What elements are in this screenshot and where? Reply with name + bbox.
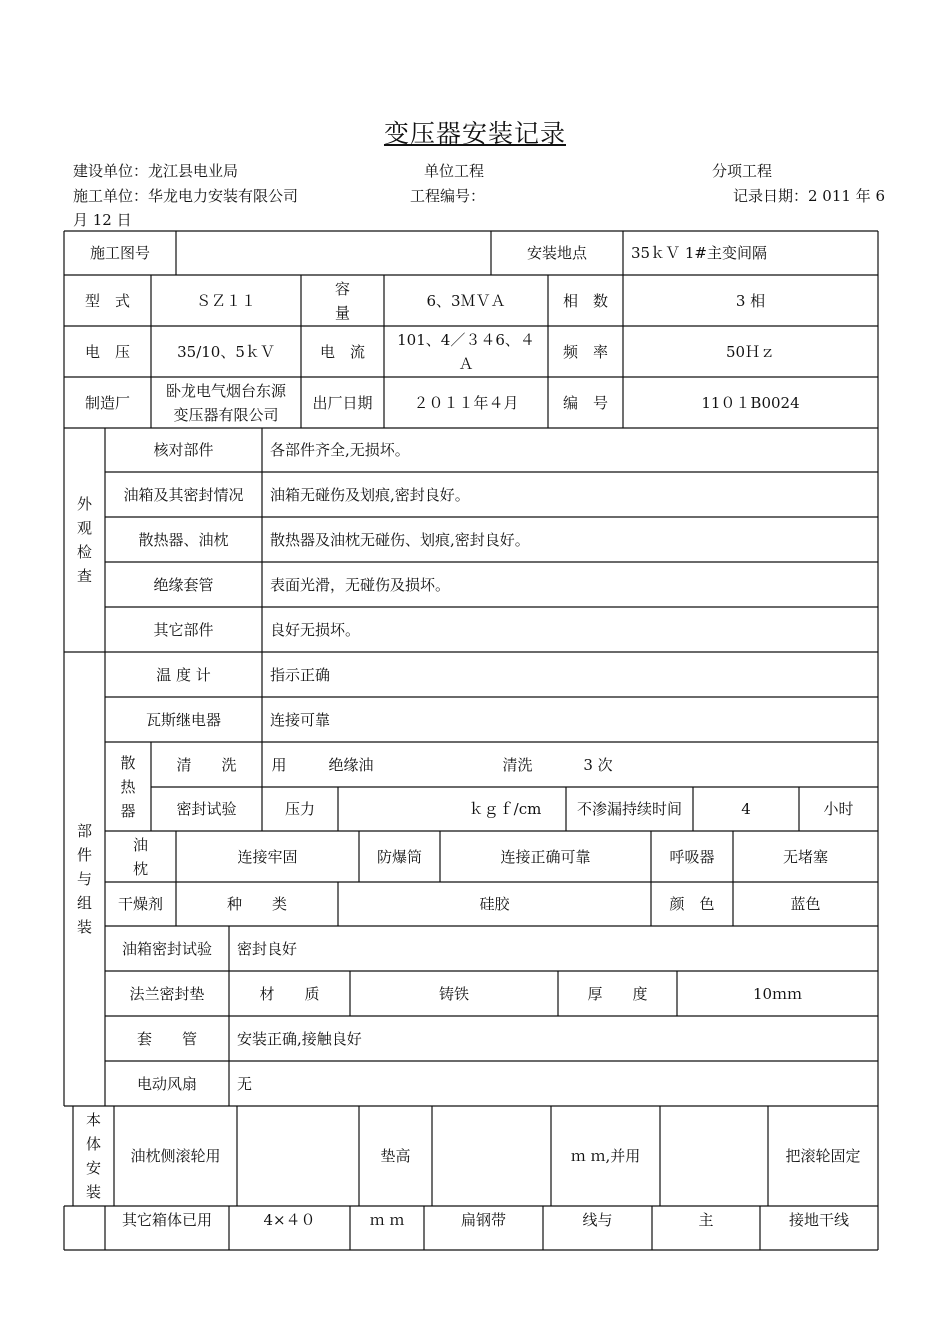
wash-times-value: 3 次 xyxy=(583,755,613,774)
ext-row-value: 散热器及油枕无碰伤、划痕,密封良好。 xyxy=(270,530,530,549)
document-title: 变压器安装记录 xyxy=(383,119,566,148)
size-value: 4×４０ xyxy=(263,1211,316,1229)
wash-label: 清 洗 xyxy=(176,755,237,774)
project-no: 工程编号： xyxy=(410,187,486,205)
flat-steel-label: 扁钢带 xyxy=(460,1211,506,1229)
parts-section-label: 部 件 与 组 装 xyxy=(76,822,92,936)
ext-row-label: 绝缘套管 xyxy=(153,575,214,594)
record-date: 记录日期：2 011 年 6 xyxy=(733,187,886,205)
serial-label: 编 号 xyxy=(562,393,608,412)
voltage-value: 35/10、5ｋＶ xyxy=(177,342,275,361)
ground-label: 接地干线 xyxy=(788,1211,849,1229)
phase-label: 相 数 xyxy=(562,291,608,310)
thickness-label: 厚 度 xyxy=(587,984,648,1003)
body-section-label: 本 体 安 装 xyxy=(85,1111,101,1201)
kind-value: 硅胶 xyxy=(479,895,510,913)
radiator-label: 散 热 器 xyxy=(120,753,136,820)
capacity-value: 6、3ＭＶＡ xyxy=(426,291,506,310)
color-value: 蓝色 xyxy=(790,895,821,913)
date-label: 出厂日期 xyxy=(312,393,373,412)
color-label: 颜 色 xyxy=(669,895,715,913)
unit-project: 单位工程 xyxy=(424,162,485,180)
ext-row-label: 油箱及其密封情况 xyxy=(123,485,244,504)
main-label: 主 xyxy=(698,1211,714,1229)
tank-seal-value: 密封良好 xyxy=(237,939,298,958)
thermo-value: 指示正确 xyxy=(270,665,331,684)
build-unit: 建设单位：龙江县电业局 xyxy=(73,162,239,180)
current-label: 电 流 xyxy=(319,342,365,361)
maker-label: 制造厂 xyxy=(84,393,130,412)
ext-row-value: 油箱无碰伤及划痕,密封良好。 xyxy=(270,485,470,504)
roller-blank xyxy=(237,1106,359,1206)
no-leak-value: 4 xyxy=(741,800,751,818)
roller-label: 油枕侧滚轮用 xyxy=(130,1147,221,1165)
desiccant-label: 干燥剂 xyxy=(117,895,163,913)
current-value: 101、4／３４6、４ Ａ xyxy=(397,330,535,373)
mm-label: ｍ ｍ xyxy=(369,1211,405,1229)
freq-value: 50Ｈｚ xyxy=(725,342,776,361)
other-tank-label: 其它箱体已用 xyxy=(121,1211,212,1229)
freq-label: 频 率 xyxy=(562,342,608,361)
drawing-no-label: 施工图号 xyxy=(89,244,150,262)
hour-label: 小时 xyxy=(823,800,854,818)
seal-test-label: 密封试验 xyxy=(176,800,237,818)
breather-label: 呼吸器 xyxy=(669,847,715,866)
model-label: 型 式 xyxy=(84,291,130,310)
material-label: 材 质 xyxy=(259,984,320,1003)
phase-value: 3 相 xyxy=(735,291,766,310)
bushing-value: 安装正确,接触良好 xyxy=(237,1029,362,1048)
pad-blank xyxy=(432,1106,551,1206)
conservator-label: 油 枕 xyxy=(132,835,148,878)
ext-row-value: 良好无损坏。 xyxy=(270,620,361,639)
date-value: ２０１１年４月 xyxy=(413,393,519,412)
conservator-value: 连接牢固 xyxy=(237,847,298,866)
explosion-value: 连接正确可靠 xyxy=(500,847,591,866)
explosion-label: 防爆筒 xyxy=(376,847,422,866)
line-and-label: 线与 xyxy=(582,1211,613,1229)
ext-row-label: 散热器、油枕 xyxy=(138,530,229,549)
bushing-label: 套 管 xyxy=(136,1029,197,1048)
thermo-label: 温 度 计 xyxy=(156,665,211,684)
gas-relay-value: 连接可靠 xyxy=(270,710,331,729)
pressure-label: 压力 xyxy=(284,800,315,818)
breather-value: 无堵塞 xyxy=(782,847,828,866)
model-value: ＳＺ１１ xyxy=(195,291,256,310)
mm-used: ｍ ｍ,并用 xyxy=(570,1147,641,1165)
fan-value: 无 xyxy=(237,1074,253,1093)
maker-value: 卧龙电气烟台东源 变压器有限公司 xyxy=(165,381,286,424)
fan-label: 电动风扇 xyxy=(136,1074,197,1093)
serial-value: 11０１B0024 xyxy=(701,393,800,412)
sub-project: 分项工程 xyxy=(712,162,773,180)
capacity-label: 容 量 xyxy=(334,279,350,322)
voltage-label: 电 压 xyxy=(84,342,130,361)
wash-oil: 绝缘油 xyxy=(328,755,374,774)
wash-use: 用 xyxy=(271,755,287,774)
ext-row-label: 其它部件 xyxy=(153,620,214,639)
drawing-no-value xyxy=(176,231,491,275)
fix-label: 把滚轮固定 xyxy=(785,1147,861,1165)
wash-times-label: 清洗 xyxy=(502,755,533,774)
thickness-value: 10ｍｍ xyxy=(752,984,803,1003)
record-date-cont: 月 12 日 xyxy=(73,211,132,229)
location-label: 安装地点 xyxy=(526,244,587,262)
location-value: 35ｋＶ 1#主变间隔 xyxy=(631,244,767,262)
gas-relay-label: 瓦斯继电器 xyxy=(145,710,221,729)
kind-label: 种 类 xyxy=(226,895,287,913)
pressure-unit: ｋｇｆ/cm xyxy=(468,800,542,818)
ext-section-label: 外 观 检 查 xyxy=(76,495,92,585)
construct-unit: 施工单位：华龙电力安装有限公司 xyxy=(73,187,299,205)
ext-row-label: 核对部件 xyxy=(153,441,214,459)
material-value: 铸铁 xyxy=(438,984,469,1003)
fix-blank xyxy=(660,1106,768,1206)
flange-label: 法兰密封垫 xyxy=(129,984,205,1003)
pad-label: 垫高 xyxy=(380,1147,411,1165)
no-leak-label: 不渗漏持续时间 xyxy=(576,800,682,818)
tank-seal-label: 油箱密封试验 xyxy=(121,939,212,958)
ext-row-value: 各部件齐全,无损坏。 xyxy=(270,441,410,459)
ext-row-value: 表面光滑，无碰伤及损坏。 xyxy=(270,575,451,594)
